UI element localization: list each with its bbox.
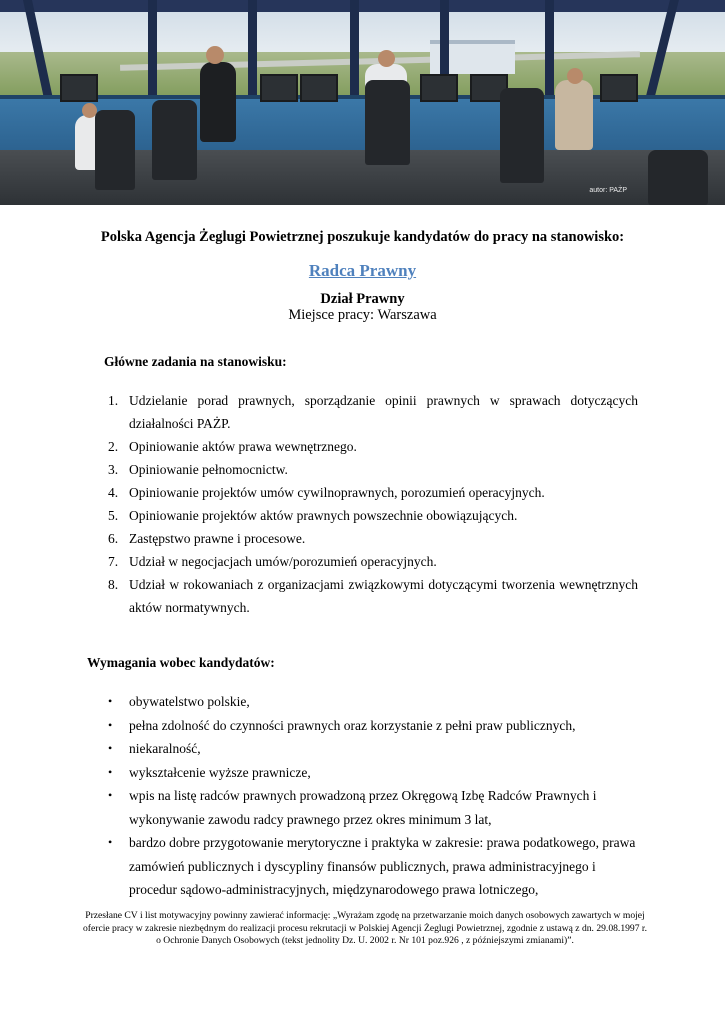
department: Dział Prawny xyxy=(320,291,405,307)
tasks-heading: Główne zadania na stanowisku: xyxy=(104,354,287,369)
photo-monitor xyxy=(420,74,458,102)
task-item xyxy=(108,458,638,481)
task-number: 7. xyxy=(108,554,119,569)
photo-credit: autor: PAŻP xyxy=(589,187,627,194)
task-item xyxy=(108,435,638,458)
task-number: 8. xyxy=(108,577,119,592)
task-number: 5. xyxy=(108,508,119,523)
photo-person-head xyxy=(378,50,395,67)
job-title: Radca Prawny xyxy=(308,261,417,280)
photo-chair xyxy=(152,100,197,180)
photo-person xyxy=(200,62,236,142)
photo-chair xyxy=(648,150,708,205)
photo-person xyxy=(555,80,593,150)
task-item xyxy=(108,573,638,619)
requirement-text: pełna zdolność do czynności prawnych oraz korzystanie z pełni praw publicznych, xyxy=(129,717,576,733)
bullet-icon: • xyxy=(108,694,113,708)
requirement-text: niekaralność, xyxy=(129,741,201,756)
work-location: Miejsce pracy: Warszawa xyxy=(288,307,437,323)
bullet-icon: • xyxy=(108,835,113,849)
requirement-item xyxy=(108,737,638,761)
task-text: Udział w rokowaniach z organizacjami związkowymi dotyczącymi tworzenia wewnętrznych aktów normatywnych. xyxy=(129,577,638,615)
requirements-list xyxy=(108,690,638,902)
photo-monitor xyxy=(300,74,338,102)
task-item xyxy=(108,527,638,550)
task-item xyxy=(108,481,638,504)
requirement-text: bardzo dobre przygotowanie merytoryczne i praktyka w zakresie: prawa podatkowego, prawa zamówień publicznych i dyscypliny finansów publicznych, prawa administracyjnego i procedur sądowo-administracyjnych, międzynarodowego prawa lotniczego, xyxy=(129,835,636,897)
task-number: 2. xyxy=(108,439,119,454)
task-number: 1. xyxy=(108,393,119,408)
task-number: 4. xyxy=(108,485,119,500)
requirement-text: wpis na listę radców prawnych prowadzoną przez Okręgową Izbę Radców Prawnych i wykonywanie zawodu radcy prawnego przez okres minimum 3 lat, xyxy=(129,788,597,827)
task-text: Opiniowanie projektów aktów prawnych powszechnie obowiązujących. xyxy=(129,508,518,523)
photo-chair xyxy=(500,88,544,183)
bullet-icon: • xyxy=(108,717,113,732)
photo-roof xyxy=(0,0,725,12)
photo-person-head xyxy=(567,68,583,84)
requirements-heading: Wymagania wobec kandydatów: xyxy=(87,655,275,670)
requirement-item xyxy=(108,761,638,785)
photo-monitor xyxy=(260,74,298,102)
photo-monitor xyxy=(60,74,98,102)
photo-chair xyxy=(365,80,410,165)
requirement-item xyxy=(108,784,638,831)
task-item xyxy=(108,389,638,435)
bullet-icon: • xyxy=(108,764,113,779)
photo-monitor xyxy=(600,74,638,102)
intro-text: Polska Agencja Żeglugi Powietrznej poszukuje kandydatów do pracy na stanowisko: xyxy=(100,229,625,245)
photo-person-head xyxy=(206,46,224,64)
privacy-consent-footer: Przesłane CV i list motywacyjny powinny zawierać informację: „Wyrażam zgodę na przetwarzanie moich danych osobowych zawartych w mojej ofercie pracy w zakresie niezbędnym do realizacji procesu rekrutacji w Polskiej Agencji Żeglugi Powietrznej, zgodnie z ustawą z dn. 29.08.1997 r. o Ochronie Danych Osobowych (tekst jednolity Dz. U. 2002 r. Nr 101 poz.926 , z późniejszymi zmianami)”. xyxy=(83,910,647,946)
requirement-text: wykształcenie wyższe prawnicze, xyxy=(129,764,311,780)
task-text: Udzielanie porad prawnych, sporządzanie opinii prawnych w sprawach dotyczących działalności PAŻP. xyxy=(129,393,638,431)
requirement-item xyxy=(108,714,638,738)
photo-chair xyxy=(95,110,135,190)
task-text: Opiniowanie pełnomocnictw. xyxy=(129,462,288,477)
task-number: 3. xyxy=(108,462,119,477)
task-item xyxy=(108,550,638,573)
requirement-item xyxy=(108,690,638,714)
task-number: 6. xyxy=(108,531,119,546)
task-text: Udział w negocjacjach umów/porozumień operacyjnych. xyxy=(129,554,437,569)
task-text: Zastępstwo prawne i procesowe. xyxy=(129,531,306,546)
task-item xyxy=(108,504,638,527)
requirement-item xyxy=(108,831,638,902)
bullet-icon: • xyxy=(108,788,113,802)
requirement-text: obywatelstwo polskie, xyxy=(129,694,250,709)
task-text: Opiniowanie aktów prawa wewnętrznego. xyxy=(129,439,357,454)
tasks-list xyxy=(108,389,638,619)
bullet-icon: • xyxy=(108,741,113,755)
task-text: Opiniowanie projektów umów cywilnoprawnych, porozumień operacyjnych. xyxy=(129,485,545,500)
header-photo xyxy=(0,0,725,205)
